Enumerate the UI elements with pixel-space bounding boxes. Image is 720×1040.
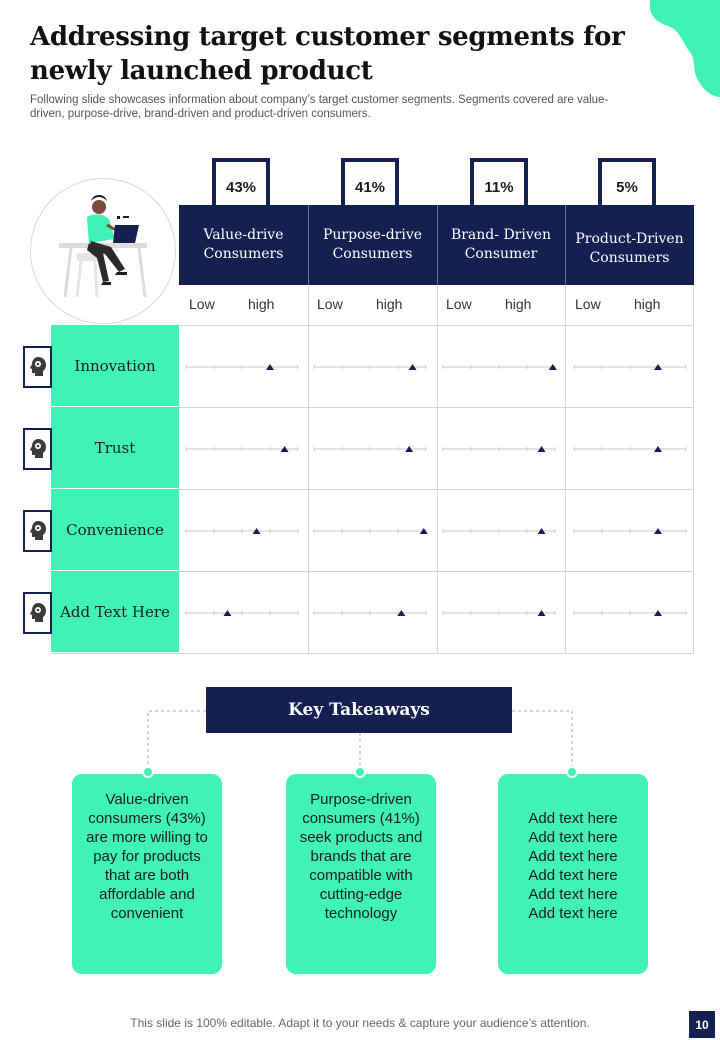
scale-high-label: high — [248, 296, 275, 312]
header-divider — [308, 205, 309, 285]
decorative-blob — [620, 0, 720, 100]
gear-head-icon — [28, 601, 48, 625]
criterion-label: Add Text Here — [51, 571, 179, 653]
segment-percent: 5% — [602, 162, 652, 212]
takeaway-text: Add text here Add text here Add text here Add text here Add text here Add text here — [528, 810, 618, 922]
footer-note: This slide is 100% editable. Adapt it to your needs & capture your audience’s attention. — [130, 1016, 590, 1030]
criterion-label: Trust — [51, 407, 179, 489]
scale-low-label: Low — [575, 296, 601, 312]
segment-percent: 11% — [474, 162, 524, 212]
grid-line — [308, 285, 309, 653]
key-takeaways-title: Key Takeaways — [206, 687, 512, 733]
rating-marker — [420, 528, 428, 534]
takeaway-card — [72, 774, 222, 974]
rating-marker — [253, 528, 261, 534]
page-subtitle: Following slide showcases information about company’s target customer segments. Segments covered are value-driven, purpose-drive, brand-driven and product-driven consumers. — [30, 94, 609, 120]
grid-line — [565, 285, 566, 653]
rating-marker — [397, 610, 405, 616]
segment-percent: 41% — [345, 162, 395, 212]
page-number: 10 — [689, 1011, 715, 1038]
persona-illustration — [30, 178, 176, 324]
rating-marker — [654, 610, 662, 616]
criterion-icon-frame — [23, 592, 52, 634]
rating-marker — [654, 364, 662, 370]
grid-line — [693, 285, 694, 653]
rating-marker — [538, 528, 546, 534]
criterion-icon-frame — [23, 346, 52, 388]
grid-line — [51, 653, 694, 654]
takeaway-card — [286, 774, 436, 974]
connector-dot — [354, 766, 366, 778]
connector-dot — [142, 766, 154, 778]
rating-marker — [266, 364, 274, 370]
rating-marker — [654, 528, 662, 534]
rating-marker — [538, 446, 546, 452]
connector-dot — [566, 766, 578, 778]
segment-header: Product-Driven Consumers — [565, 205, 694, 285]
header-divider — [565, 205, 566, 285]
takeaway-card — [498, 774, 648, 974]
scale-high-label: high — [634, 296, 661, 312]
grid-line — [437, 285, 438, 653]
criterion-label: Convenience — [51, 489, 179, 571]
scale-low-label: Low — [189, 296, 215, 312]
scale-low-label: Low — [446, 296, 472, 312]
person-at-laptop-icon — [31, 179, 177, 325]
page-title: Addressing target customer segments for newly launched product — [30, 22, 625, 86]
gear-head-icon — [28, 519, 48, 543]
criterion-icon-frame — [23, 428, 52, 470]
takeaway-text: Purpose-driven consumers (41%) seek products and brands that are compatible with cutting-edge technology — [299, 791, 423, 922]
criterion-label: Innovation — [51, 325, 179, 407]
gear-head-icon — [28, 437, 48, 461]
segment-header: Value-drive Consumers — [179, 205, 308, 285]
scale-high-label: high — [376, 296, 403, 312]
header-divider — [437, 205, 438, 285]
rating-marker — [409, 364, 417, 370]
scale-low-label: Low — [317, 296, 343, 312]
takeaway-text: Value-driven consumers (43%) are more willing to pay for products that are both affordable and convenient — [86, 791, 208, 922]
scale-high-label: high — [505, 296, 532, 312]
rating-marker — [654, 446, 662, 452]
rating-marker — [538, 610, 546, 616]
segment-percent: 43% — [216, 162, 266, 212]
segment-header: Purpose-drive Consumers — [308, 205, 437, 285]
rating-marker — [281, 446, 289, 452]
rating-marker — [223, 610, 231, 616]
rating-marker — [549, 364, 557, 370]
criterion-icon-frame — [23, 510, 52, 552]
segment-header: Brand- Driven Consumer — [437, 205, 565, 285]
gear-head-icon — [28, 355, 48, 379]
rating-marker — [405, 446, 413, 452]
